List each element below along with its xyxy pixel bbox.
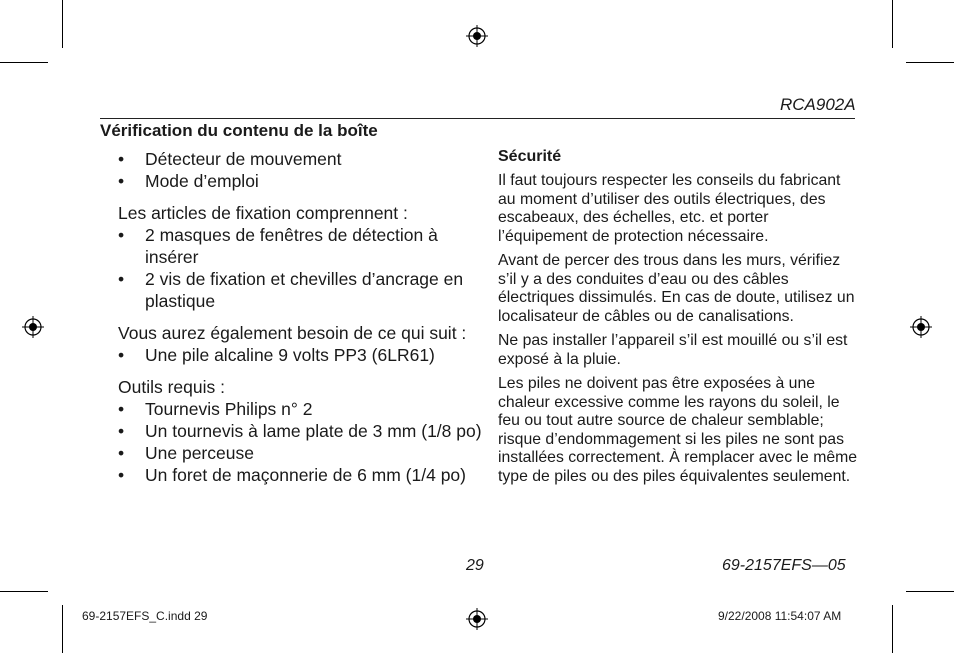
section-title: Vérification du contenu de la boîte	[100, 121, 378, 140]
list-item: • 2 masques de fenêtres de détection à insérer	[118, 224, 488, 268]
slug-filename: 69-2157EFS_C.indd 29	[82, 609, 208, 623]
page-number: 29	[466, 557, 484, 574]
safety-paragraph: Les piles ne doivent pas être exposées à une chaleur excessive comme les rayons du soleil, le feu ou tout autre source de chaleur semblable; risque d’endommagement si les piles ne sont pas installées correctement. À remplacer avec le même type de piles ou des piles équivalentes seulement.	[498, 375, 858, 485]
fasteners-intro: Les articles de fixation comprennent :	[118, 203, 408, 223]
list-item: • Une pile alcaline 9 volts PP3 (6LR61)	[118, 344, 488, 366]
safety-paragraph: Avant de percer des trous dans les murs, vérifiez s’il y a des conduites d’eau ou des câbles électriques dissimulés. En cas de doute, utilisez un localisateur de câbles ou de canalisations.	[498, 252, 855, 325]
safety-column	[498, 147, 858, 492]
registration-mark-icon	[22, 316, 44, 338]
tools-list	[118, 398, 488, 486]
slug-timestamp: 9/22/2008 11:54:07 AM	[718, 609, 842, 623]
header-rule	[100, 118, 855, 119]
safety-paragraph: Ne pas installer l’appareil s’il est mouillé ou s’il est exposé à la pluie.	[498, 332, 848, 368]
list-item: • Un tournevis à lame plate de 3 mm (1/8 po)	[118, 420, 488, 442]
tools-intro: Outils requis :	[118, 377, 225, 397]
list-item: • Détecteur de mouvement	[118, 148, 488, 170]
safety-title: Sécurité	[498, 148, 562, 165]
list-item: • Un foret de maçonnerie de 6 mm (1/4 po)	[118, 464, 488, 486]
list-item: • Mode d’emploi	[118, 170, 488, 192]
also-needed-intro: Vous aurez également besoin de ce qui suit :	[118, 323, 467, 343]
list-item: • 2 vis de fixation et chevilles d’ancrage en plastique	[118, 268, 488, 312]
document-code: 69-2157EFS—05	[722, 557, 846, 574]
box-items-list	[118, 148, 488, 192]
also-needed-list	[118, 344, 488, 366]
list-item: • Tournevis Philips n° 2	[118, 398, 488, 420]
safety-paragraph: Il faut toujours respecter les conseils du fabricant au moment d’utiliser des outils électriques, des escabeaux, des échelles, etc. et porter l’équipement de protection nécessaire.	[498, 172, 841, 245]
list-item: • Une perceuse	[118, 442, 488, 464]
registration-mark-icon	[910, 316, 932, 338]
box-contents-column	[118, 148, 488, 486]
fasteners-list	[118, 224, 488, 312]
registration-mark-icon	[466, 608, 488, 630]
registration-mark-icon	[466, 25, 488, 47]
model-number: RCA902A	[780, 95, 856, 114]
